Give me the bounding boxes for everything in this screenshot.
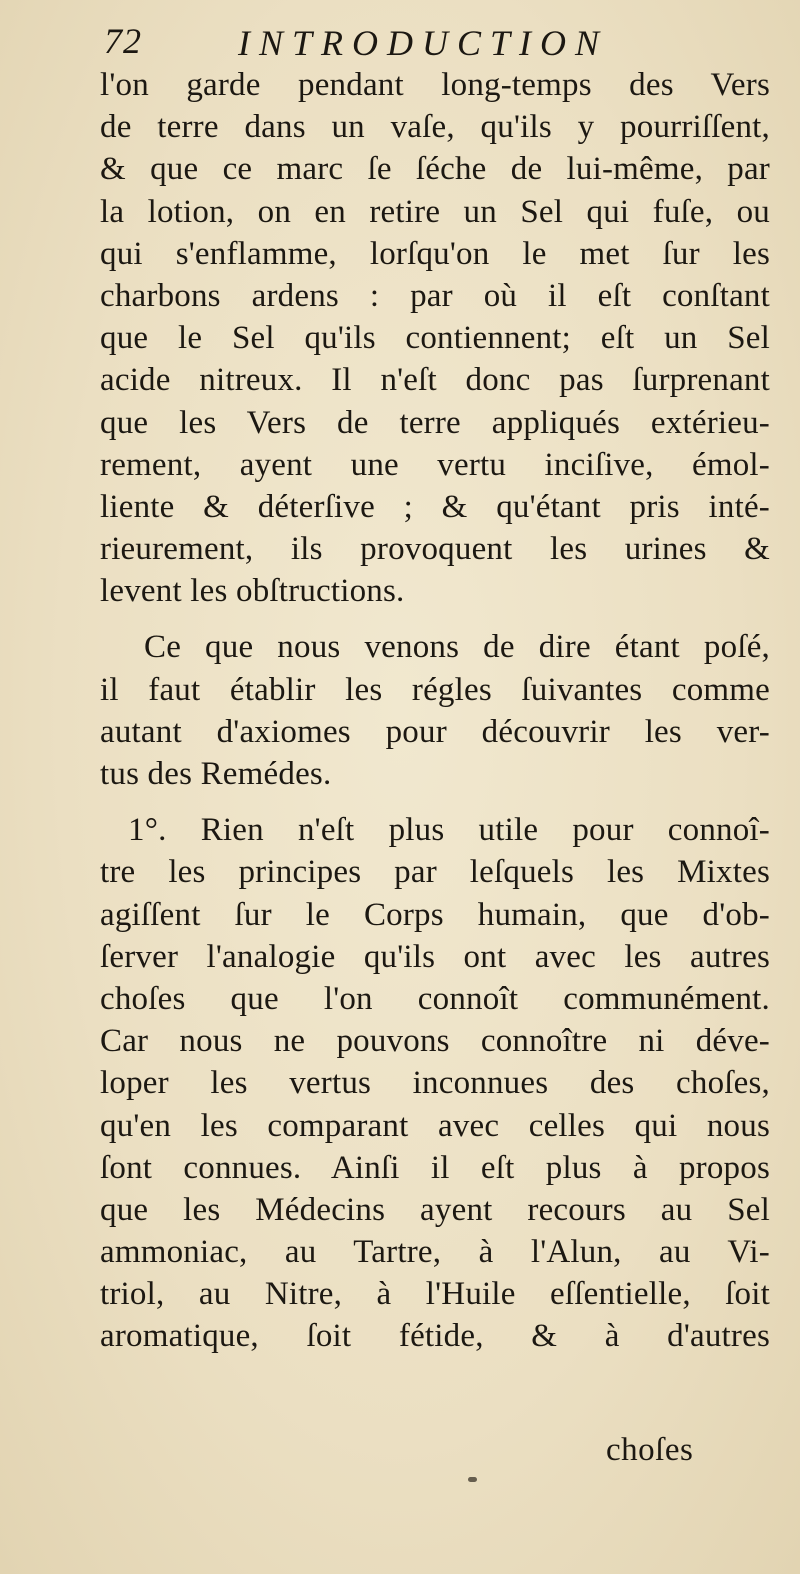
text-line: Ce que nous venons de dire étant poſé,	[144, 629, 770, 666]
text-line: charbons ardens : par où il eſt conſtant	[100, 277, 770, 314]
text-line: Car nous ne pouvons connoître ni déve-	[100, 1023, 770, 1060]
ink-speck	[468, 1477, 477, 1482]
text-line: que les Vers de terre appliqués extérieu-	[100, 404, 770, 441]
text-line: qu'en les comparant avec celles qui nous	[100, 1107, 770, 1144]
text-line: rement, ayent une vertu inciſive, émol-	[100, 446, 770, 483]
paragraph-gap	[100, 795, 770, 809]
text-line: liente & déterſive ; & qu'étant pris inté-	[100, 488, 770, 525]
text-line: ammoniac, au Tartre, à l'Alun, au Vi-	[100, 1234, 770, 1271]
text-line: ſerver l'analogie qu'ils ont avec les autres	[100, 938, 770, 975]
text-line: que le Sel qu'ils contiennent; eſt un Sel	[100, 320, 770, 357]
text-line: tre les principes par leſquels les Mixtes	[100, 854, 770, 891]
text-line: autant d'axiomes pour découvrir les ver-	[100, 713, 770, 750]
text-line: de terre dans un vaſe, qu'ils y pourriſſent,	[100, 109, 770, 146]
catchword: choſes	[606, 1432, 694, 1468]
text-line: il faut établir les régles ſuivantes comme	[100, 671, 770, 708]
text-line: triol, au Nitre, à l'Huile eſſentielle, ſoit	[100, 1276, 770, 1313]
text-line: l'on garde pendant long-temps des Vers	[100, 67, 770, 103]
text-line: tus des Remédes.	[100, 756, 332, 792]
page-number: 72	[104, 21, 142, 61]
paragraph-gap	[100, 612, 770, 626]
text-line: acide nitreux. Il n'eſt donc pas ſurprenant	[100, 362, 770, 399]
body-text	[100, 64, 770, 1358]
text-line: qui s'enflamme, lorſqu'on le met ſur les	[100, 235, 770, 272]
running-title: INTRODUCTION	[238, 23, 609, 63]
text-line: que les Médecins ayent recours au Sel	[100, 1191, 770, 1228]
text-line: choſes que l'on connoît communément.	[100, 980, 770, 1017]
text-line: aromatique, ſoit fétide, & à d'autres	[100, 1318, 770, 1355]
text-line: la lotion, on en retire un Sel qui fuſe, ou	[100, 193, 770, 230]
text-line: rieurement, ils provoquent les urines &	[100, 531, 770, 568]
text-line: agiſſent ſur le Corps humain, que d'ob-	[100, 896, 770, 933]
text-line: ſont connues. Ainſi il eſt plus à propos	[100, 1149, 770, 1186]
text-line: & que ce marc ſe ſéche de lui-même, par	[100, 151, 770, 188]
text-line: 1°. Rien n'eſt plus utile pour connoî-	[128, 812, 770, 849]
text-line: loper les vertus inconnues des choſes,	[100, 1065, 770, 1102]
text-line: levent les obſtructions.	[100, 573, 405, 610]
